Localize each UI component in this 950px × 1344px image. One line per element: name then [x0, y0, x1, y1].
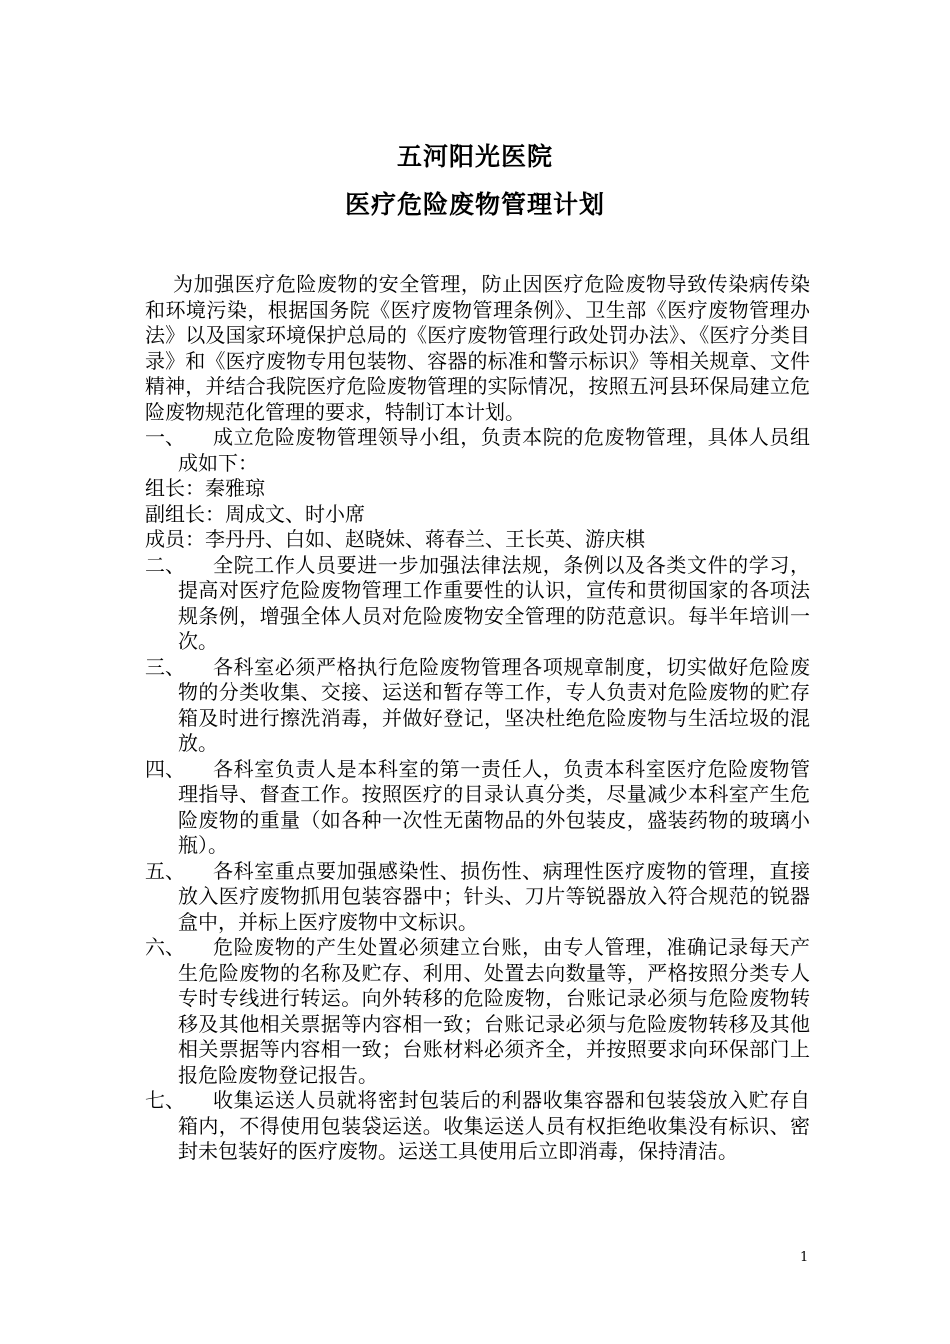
- item-number: 一、: [145, 425, 185, 449]
- document-title: 医疗危险废物管理计划: [344, 190, 605, 219]
- item-text: 各科室必须严格执行危险废物管理各项规章制度，切实做好危险废物的分类收集、交接、运送和暂存等工作，专人负责对危险废物的贮存箱及时进行擦洗消毒，并做好登记，坚决杜绝危险废物与生活垃圾的混放。: [178, 654, 810, 755]
- page-number: 1: [800, 1250, 809, 1265]
- list-item: [145, 935, 810, 1088]
- group-leader: 组长：秦雅琼: [145, 476, 265, 500]
- list-item: [145, 553, 810, 655]
- list-item: [145, 425, 810, 476]
- group-members: 成员：李丹丹、白如、赵晓妹、蒋春兰、王长英、游庆棋: [145, 527, 645, 551]
- item-text: 收集运送人员就将密封包装后的利器收集容器和包装袋放入贮存自箱内，不得使用包装袋运送。收集运送人员有权拒绝收集没有标识、密封未包装好的医疗废物。运送工具使用后立即消毒，保持清洁。: [178, 1088, 810, 1163]
- document-body: [145, 272, 810, 1165]
- list-item: [145, 757, 810, 859]
- list-item: [145, 655, 810, 757]
- list-item: [145, 1088, 810, 1165]
- item-text: 成立危险废物管理领导小组，负责本院的危废物管理，具体人员组成如下：: [178, 425, 810, 475]
- hospital-title: 五河阳光医院: [396, 142, 553, 171]
- item-text: 各科室负责人是本科室的第一责任人，负责本科室医疗危险废物管理指导、督查工作。按照医疗的目录认真分类，尽量减少本科室产生危险废物的重量（如各种一次性无菌物品的外包装皮，盛装药物的玻璃小瓶）。: [178, 756, 810, 857]
- item-number: 四、: [145, 756, 185, 781]
- item-text: 危险废物的产生处置必须建立台账，由专人管理，准确记录每天产生危险废物的名称及贮存、利用、处置去向数量等，严格按照分类专人专时专线进行转运。向外转移的危险废物，台账记录必须与危险废物转移及其他相关票据等内容相一致；台账记录必须与危险废物转移及其他相关票据等内容相一致；台账材料必须齐全，并按照要求向环保部门上报危险废物登记报告。: [178, 935, 810, 1087]
- item-number: 三、: [145, 654, 185, 679]
- item-number: 五、: [145, 858, 185, 883]
- item-number: 二、: [145, 552, 185, 577]
- item-number: 六、: [145, 935, 185, 959]
- item-text: 全院工作人员要进一步加强法律法规，条例以及各类文件的学习，提高对医疗危险废物管理工作重要性的认识，宣传和贯彻国家的各项法规条例，增强全体人员对危险废物安全管理的防范意识。每半年培训一次。: [178, 552, 810, 653]
- list-item: [145, 859, 810, 936]
- intro-paragraph: 为加强医疗危险废物的安全管理，防止因医疗危险废物导致传染病传染和环境污染，根据国务院《医疗废物管理条例》、卫生部《医疗废物管理办法》以及国家环境保护总局的《医疗废物管理行政处罚办法》、《医疗分类目录》和《医疗废物专用包装物、容器的标准和警示标识》等相关规章、文件精神，并结合我院医疗危险废物管理的实际情况，按照五河县环保局建立危险废物规范化管理的要求，特制订本计划。: [145, 272, 810, 424]
- group-deputy: 副组长：周成文、时小席: [145, 501, 365, 526]
- item-text: 各科室重点要加强感染性、损伤性、病理性医疗废物的管理，直接放入医疗废物抓用包装容器中；针头、刀片等锐器放入符合规范的锐器盒中，并标上医疗废物中文标识。: [178, 858, 810, 934]
- item-number: 七、: [145, 1088, 185, 1112]
